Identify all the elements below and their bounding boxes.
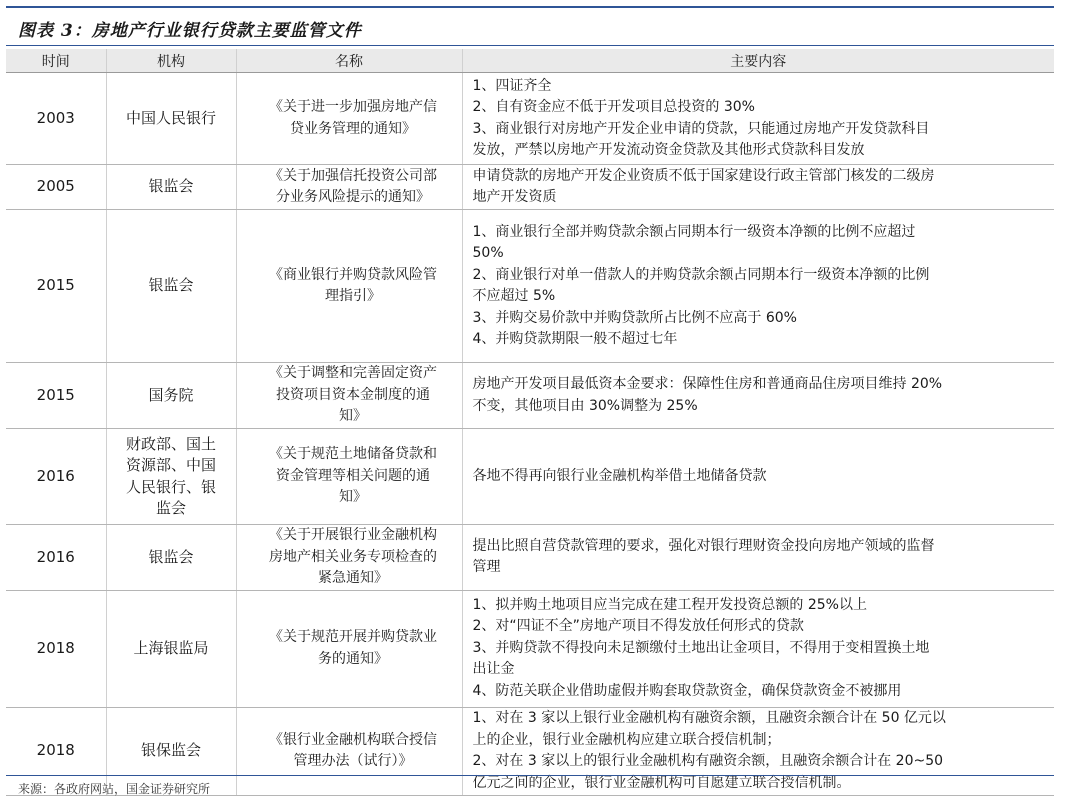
- cell-main-content-line: 1、四证齐全: [472, 77, 552, 94]
- cell-main-content-line: 上的企业，银行业金融机构应建立联合授信机制；: [472, 731, 781, 748]
- cell-document-name: [236, 165, 462, 210]
- cell-institution-line: 银监会: [148, 547, 194, 566]
- cell-main-content-line: 申请贷款的房地产开发企业资质不低于国家建设行政主管部门核发的二级房: [472, 167, 935, 184]
- cell-institution: [106, 210, 236, 363]
- cell-main-content: [462, 707, 1054, 795]
- cell-main-content-line: 不变，其他项目由 30%调整为 25%: [472, 397, 698, 414]
- cell-main-content-line: 不应超过 5%: [472, 288, 556, 304]
- cell-main-content-line: 4、并购贷款期限一般不超过七年: [472, 331, 678, 347]
- cell-document-name-line: 知》: [339, 408, 367, 425]
- cell-institution-line: 银监会: [148, 276, 194, 295]
- cell-main-content-line: 发放，严禁以房地产开发流动资金贷款及其他形式贷款科目发放: [472, 142, 865, 158]
- cell-institution-line: 资源部、中国: [125, 456, 216, 474]
- cell-institution-line: 国务院: [148, 385, 194, 404]
- cell-document-name-line: 管理办法（试行）》: [293, 753, 413, 769]
- footer-rule: [6, 775, 1054, 776]
- cell-main-content-line: 2、商业银行对单一借款人的并购贷款余额占同期本行一级资本净额的比例: [472, 266, 930, 283]
- cell-institution-line: 银监会: [148, 177, 194, 196]
- table-row: [6, 165, 1054, 210]
- cell-document-name: [236, 590, 462, 707]
- cell-year: 2016: [6, 525, 106, 591]
- cell-main-content-line: 1、商业银行全部并购贷款余额占同期本行一级资本净额的比例不应超过: [472, 223, 916, 240]
- source-note: 来源：各政府网站，国金证券研究所: [18, 782, 211, 796]
- cell-document-name-line: 房地产相关业务专项检查的: [269, 548, 437, 565]
- cell-year: 2018: [6, 590, 106, 707]
- cell-document-name-line: 《关于进一步加强房地产信: [269, 99, 437, 115]
- cell-document-name-line: 《关于开展银行业金融机构: [269, 527, 437, 543]
- cell-institution: [106, 363, 236, 429]
- cell-document-name-line: 知》: [339, 489, 367, 506]
- cell-document-name-line: 《关于加强信托投资公司部: [269, 167, 437, 184]
- cell-main-content: [462, 165, 1054, 210]
- cell-document-name: [236, 707, 462, 795]
- cell-document-name-line: 分业务风险提示的通知》: [276, 189, 430, 205]
- cell-document-name-line: 《商业银行并购贷款风险管: [269, 266, 437, 283]
- cell-main-content-line: 2、对“四证不全”房地产项目不得发放任何形式的贷款: [472, 618, 804, 635]
- cell-main-content-line: 3、并购交易价款中并购贷款所占比例不应高于 60%: [472, 309, 797, 326]
- cell-institution-line: 上海银监局: [133, 638, 209, 657]
- cell-main-content-line: 2、对在 3 家以上的银行业金融机构有融资余额，且融资余额合计在 20~50: [472, 753, 944, 769]
- table-row: [6, 73, 1054, 165]
- cell-main-content: [462, 210, 1054, 363]
- cell-year: 2003: [6, 73, 106, 165]
- cell-institution-line: 中国人民银行: [125, 108, 216, 127]
- cell-main-content-line: 1、拟并购土地项目应当完成在建工程开发投资总额的 25%以上: [472, 596, 867, 613]
- header-time: 时间: [6, 49, 106, 73]
- cell-main-content: [462, 429, 1054, 525]
- cell-main-content: [462, 525, 1054, 591]
- cell-document-name-line: 务的通知》: [318, 650, 388, 667]
- cell-document-name-line: 资金管理等相关问题的通: [276, 467, 430, 484]
- cell-main-content-line: 2、自有资金应不低于开发项目总投资的 30%: [472, 99, 755, 115]
- cell-institution-line: 银保监会: [140, 741, 201, 760]
- cell-main-content-line: 4、防范关联企业借助虚假并购套取贷款资金，确保贷款资金不被挪用: [472, 682, 902, 699]
- cell-main-content-line: 地产开发资质: [472, 189, 557, 205]
- cell-main-content-line: 亿元之间的企业，银行业金融机构可自愿建立联合授信机制。: [472, 774, 851, 791]
- cell-document-name: [236, 525, 462, 591]
- cell-year: 2015: [6, 210, 106, 363]
- cell-year: 2018: [6, 707, 106, 795]
- cell-institution: [106, 73, 236, 165]
- table-row: [6, 590, 1054, 707]
- header-content: 主要内容: [462, 49, 1054, 73]
- cell-document-name-line: 投资项目资本金制度的通: [276, 386, 430, 403]
- cell-main-content-line: 管理: [472, 559, 501, 576]
- cell-year: 2016: [6, 429, 106, 525]
- cell-year: 2005: [6, 165, 106, 210]
- table-row: [6, 525, 1054, 591]
- cell-main-content-line: 提出比照自营贷款管理的要求，强化对银行理财资金投向房地产领域的监督: [472, 537, 935, 554]
- cell-institution: [106, 525, 236, 591]
- header-name: 名称: [236, 49, 462, 73]
- cell-institution: [106, 165, 236, 210]
- cell-main-content: [462, 73, 1054, 165]
- cell-document-name-line: 《关于调整和完善固定资产: [269, 365, 437, 382]
- cell-document-name: [236, 210, 462, 363]
- regulation-table: [6, 49, 1054, 796]
- cell-institution-line: 监会: [155, 499, 186, 517]
- cell-main-content: [462, 590, 1054, 707]
- cell-document-name-line: 《关于规范开展并购贷款业: [269, 629, 437, 645]
- cell-main-content-line: 房地产开发项目最低资本金要求：保障性住房和普通商品住房项目维持 20%: [472, 376, 943, 392]
- cell-main-content-line: 50%: [472, 245, 504, 261]
- table-row: [6, 363, 1054, 429]
- cell-institution: [106, 590, 236, 707]
- cell-main-content-line: 3、并购贷款不得投向未足额缴付土地出让金项目，不得用于变相置换土地: [472, 639, 930, 656]
- cell-document-name-line: 《银行业金融机构联合授信: [269, 731, 437, 748]
- cell-document-name-line: 贷业务管理的通知》: [290, 120, 416, 137]
- cell-document-name: [236, 363, 462, 429]
- cell-document-name: [236, 73, 462, 165]
- cell-document-name-line: 理指引》: [325, 288, 381, 304]
- header-institution: 机构: [106, 49, 236, 73]
- cell-document-name-line: 紧急通知》: [318, 570, 388, 586]
- figure-title: 图表 3：房地产行业银行贷款主要监管文件: [18, 21, 362, 41]
- table-row: [6, 429, 1054, 525]
- cell-institution-line: 财政部、国土: [125, 434, 216, 453]
- cell-main-content-line: 出让金: [472, 661, 515, 678]
- cell-institution: [106, 429, 236, 525]
- cell-main-content-line: 各地不得再向银行业金融机构举借土地储备贷款: [472, 467, 767, 484]
- cell-main-content-line: 1、对在 3 家以上银行业金融机构有融资余额，且融资余额合计在 50 亿元以: [472, 710, 946, 726]
- cell-document-name: [236, 429, 462, 525]
- table-row: [6, 210, 1054, 363]
- cell-document-name-line: 《关于规范土地储备贷款和: [269, 446, 437, 463]
- cell-main-content: [462, 363, 1054, 429]
- table-header-row: [6, 49, 1054, 73]
- cell-main-content-line: 3、商业银行对房地产开发企业申请的贷款，只能通过房地产开发贷款科目: [472, 120, 930, 137]
- cell-year: 2015: [6, 363, 106, 429]
- cell-institution-line: 人民银行、银: [125, 477, 216, 496]
